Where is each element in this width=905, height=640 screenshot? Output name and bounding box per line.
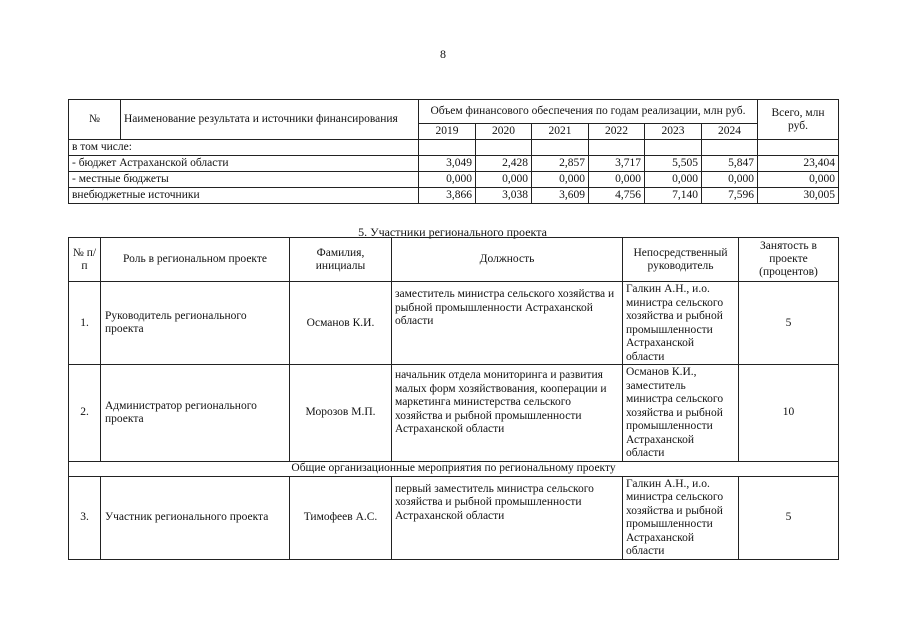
fin-value: 7,596 [702, 188, 758, 204]
section-title: 5. Участники регионального проекта [358, 225, 547, 239]
row-name: Тимофеев А.С. [290, 476, 392, 559]
header-no: № п/п [69, 238, 101, 282]
row-name: Османов К.И. [290, 282, 392, 365]
row-no: 3. [69, 476, 101, 559]
fin-row-name: - бюджет Астраханской области [69, 156, 419, 172]
fin-value: 3,038 [476, 188, 532, 204]
header-manager: Непосредственный руководитель [623, 238, 739, 282]
fin-value: 0,000 [419, 172, 476, 188]
table-row [69, 172, 839, 188]
fin-value: 0,000 [532, 172, 589, 188]
fin-value: 3,717 [589, 156, 645, 172]
year-cell: 2021 [532, 124, 589, 140]
row-position: первый заместитель министра сельского хозяйства и рыбной промышленности Астраханской области [392, 476, 623, 559]
table-row [69, 188, 839, 204]
year-cell: 2020 [476, 124, 532, 140]
row-load: 10 [739, 365, 839, 462]
fin-value: 3,049 [419, 156, 476, 172]
row-role: Участник регионального проекта [101, 476, 290, 559]
row-role: Руководитель регионального проекта [101, 282, 290, 365]
row-manager: Османов К.И., заместитель министра сельского хозяйства и рыбной промышленности Астраханской области [623, 365, 739, 462]
fin-value: 0,000 [476, 172, 532, 188]
fin-row-name: внебюджетные источники [69, 188, 419, 204]
header-position: Должность [392, 238, 623, 282]
row-no: 2. [69, 365, 101, 462]
year-cell: 2023 [645, 124, 702, 140]
row-load: 5 [739, 282, 839, 365]
row-load: 5 [739, 476, 839, 559]
header-load: Занятость в проекте (процентов) [739, 238, 839, 282]
fin-value: 7,140 [645, 188, 702, 204]
fin-value: 2,428 [476, 156, 532, 172]
fin-value: 3,866 [419, 188, 476, 204]
fin-value: 4,756 [589, 188, 645, 204]
year-cell: 2022 [589, 124, 645, 140]
fin-total: 30,005 [758, 188, 839, 204]
row-position: заместитель министра сельского хозяйства и рыбной промышленности Астраханской области [392, 282, 623, 365]
table-row [69, 156, 839, 172]
fin-group-label: в том числе: [69, 140, 419, 156]
row-position: начальник отдела мониторинга и развития малых форм хозяйствования, кооперации и маркетинга министерства сельского хозяйства и рыбной промышленности Астраханской области [392, 365, 623, 462]
fin-header-name: Наименование результата и источники финансирования [121, 100, 419, 140]
table-row [69, 282, 839, 365]
fin-header-no: № [69, 100, 121, 140]
row-no: 1. [69, 282, 101, 365]
fin-value: 3,609 [532, 188, 589, 204]
fin-value: 0,000 [702, 172, 758, 188]
fin-value: 0,000 [589, 172, 645, 188]
fin-value: 5,505 [645, 156, 702, 172]
row-name: Морозов М.П. [290, 365, 392, 462]
fin-header-volume: Объем финансового обеспечения по годам реализации, млн руб. [419, 100, 758, 124]
header-name: Фамилия, инициалы [290, 238, 392, 282]
row-manager: Галкин А.Н., и.о. министра сельского хозяйства и рыбной промышленности Астраханской области [623, 282, 739, 365]
fin-value: 0,000 [645, 172, 702, 188]
fin-total: 0,000 [758, 172, 839, 188]
fin-row-name: - местные бюджеты [69, 172, 419, 188]
year-cell: 2024 [702, 124, 758, 140]
fin-value: 2,857 [532, 156, 589, 172]
year-cell: 2019 [419, 124, 476, 140]
fin-value: 5,847 [702, 156, 758, 172]
header-role: Роль в региональном проекте [101, 238, 290, 282]
table-row [69, 476, 839, 559]
fin-header-total: Всего, млн руб. [758, 100, 839, 140]
fin-total: 23,404 [758, 156, 839, 172]
participants-table [68, 237, 839, 560]
page-number: 8 [440, 47, 446, 61]
row-role: Администратор регионального проекта [101, 365, 290, 462]
table-row [69, 365, 839, 462]
group-heading: Общие организационные мероприятия по региональному проекту [69, 461, 839, 476]
row-manager: Галкин А.Н., и.о. министра сельского хозяйства и рыбной промышленности Астраханской области [623, 476, 739, 559]
finance-table [68, 99, 839, 204]
